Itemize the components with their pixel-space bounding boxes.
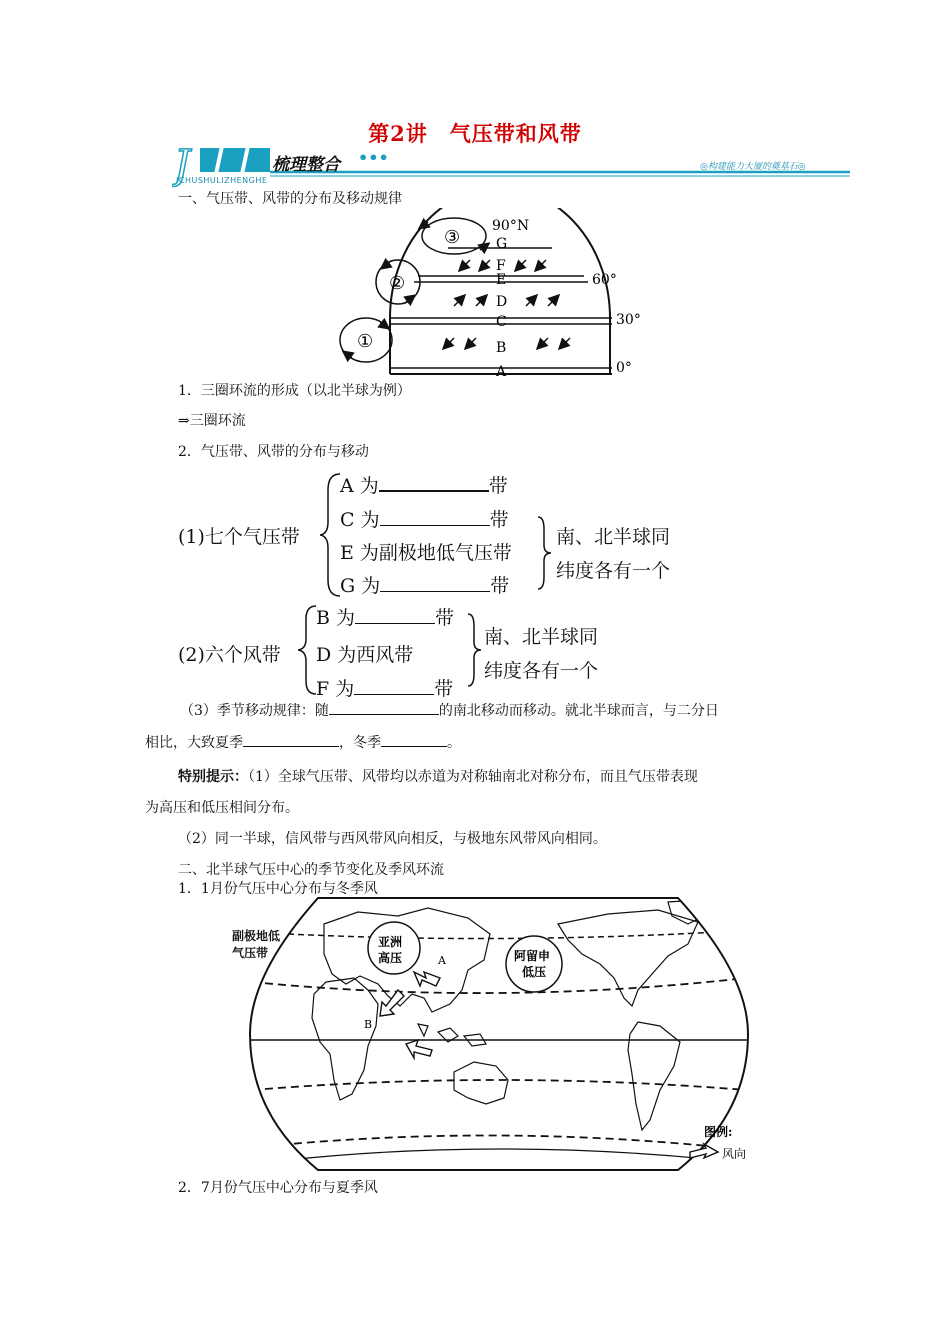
section1-heading: 一、气压带、风带的分布及移动规律 — [178, 191, 402, 207]
pressure-row-e: E 为副极地低气压带 — [340, 542, 512, 564]
diagram-letter-e: E — [496, 272, 507, 288]
pressure-brace — [320, 470, 342, 600]
diagram-letter-b: B — [496, 340, 507, 356]
pressure-row-a: A 为 带 — [340, 475, 508, 497]
item-3-line2: 相比，大致夏季 ，冬季 。 — [145, 732, 461, 752]
section2-heading: 二、北半球气压中心的季节变化及季风环流 — [178, 862, 444, 878]
wind-label: (2)六个风带 — [178, 644, 281, 666]
item-2: 2．气压带、风带的分布与移动 — [178, 444, 369, 460]
blank-g[interactable] — [380, 577, 490, 592]
diagram-lat-30: 30° — [616, 312, 641, 328]
pressure-note-1: 南、北半球同 — [556, 526, 671, 548]
asia-high-1: 亚洲 — [378, 935, 403, 949]
diagram-letter-f: F — [496, 258, 506, 274]
item-1: 1．三圈环流的形成（以北半球为例） — [178, 383, 411, 399]
item-1b: ⇒三圈环流 — [178, 413, 246, 429]
wind-row-d: D 为西风带 — [316, 644, 414, 666]
item-3-line1: （3）季节移动规律：随 的南北移动而移动。就北半球而言，与二分日 — [180, 700, 719, 720]
blank-summer[interactable] — [243, 732, 339, 747]
blank-seasonal[interactable] — [329, 700, 439, 715]
wind-right-brace — [468, 612, 482, 688]
pressure-row-g: G 为 带 — [340, 575, 510, 597]
tip-line2: 为高压和低压相间分布。 — [145, 800, 299, 816]
blank-c[interactable] — [380, 511, 490, 526]
three-cell-diagram — [330, 208, 650, 380]
wind-row-b: B 为 带 — [316, 607, 455, 629]
blank-winter[interactable] — [381, 732, 447, 747]
diagram-lat-0: 0° — [616, 360, 632, 376]
tip-line1: 特别提示：（1）全球气压带、风带均以赤道为对称轴南北对称分布，而且气压带表现 — [178, 769, 698, 785]
wind-note-2: 纬度各有一个 — [484, 660, 599, 682]
legend-item: 风向 — [722, 1147, 747, 1161]
band-label-2: 气压带 — [232, 946, 269, 960]
cell-3: ③ — [444, 227, 461, 248]
aleutian-low-1: 阿留申 — [514, 949, 551, 963]
blank-b[interactable] — [355, 609, 435, 624]
pressure-row-c: C 为 带 — [340, 509, 509, 531]
banner-letter: J — [174, 142, 191, 188]
wind-row-f: F 为 带 — [316, 678, 454, 700]
pressure-note-2: 纬度各有一个 — [556, 560, 671, 582]
wind-brace — [298, 603, 318, 697]
cell-1: ① — [357, 331, 374, 352]
pressure-label: (1)七个气压带 — [178, 526, 300, 548]
diagram-lat-60: 60° — [592, 272, 617, 288]
point-a: A — [438, 954, 446, 967]
asia-high-2: 高压 — [378, 951, 403, 965]
diagram-letter-a: A — [496, 364, 507, 380]
cell-2: ② — [389, 273, 406, 294]
diagram-lat-90: 90°N — [492, 218, 530, 234]
band-label-1: 副极地低 — [232, 929, 281, 943]
legend-title: 图例: — [704, 1125, 733, 1139]
banner-slogan: ◎构建能力大厦的奠基石◎ — [700, 162, 806, 172]
pressure-right-brace — [538, 515, 552, 591]
section2-item2: 2．7月份气压中心分布与夏季风 — [178, 1180, 378, 1196]
page-title: 第2讲 气压带和风带 — [368, 121, 582, 146]
point-b: B — [364, 1018, 373, 1031]
world-map — [228, 894, 768, 1176]
tip-line3: （2）同一半球，信风带与西风带风向相反，与极地东风带风向相同。 — [178, 831, 607, 847]
banner-dots: ••• — [358, 148, 389, 167]
diagram-letter-g: G — [496, 236, 508, 252]
banner-label: 梳理整合 — [272, 155, 340, 175]
banner-pinyin: ICHUSHULIZHENGHE — [176, 176, 268, 185]
blank-a[interactable] — [379, 474, 489, 492]
aleutian-low-2: 低压 — [522, 965, 547, 979]
diagram-letter-d: D — [496, 294, 508, 310]
blank-f[interactable] — [354, 680, 434, 695]
wind-note-1: 南、北半球同 — [484, 626, 599, 648]
diagram-letter-c: C — [496, 314, 507, 330]
section2-item1: 1．1月份气压中心分布与冬季风 — [178, 881, 378, 897]
